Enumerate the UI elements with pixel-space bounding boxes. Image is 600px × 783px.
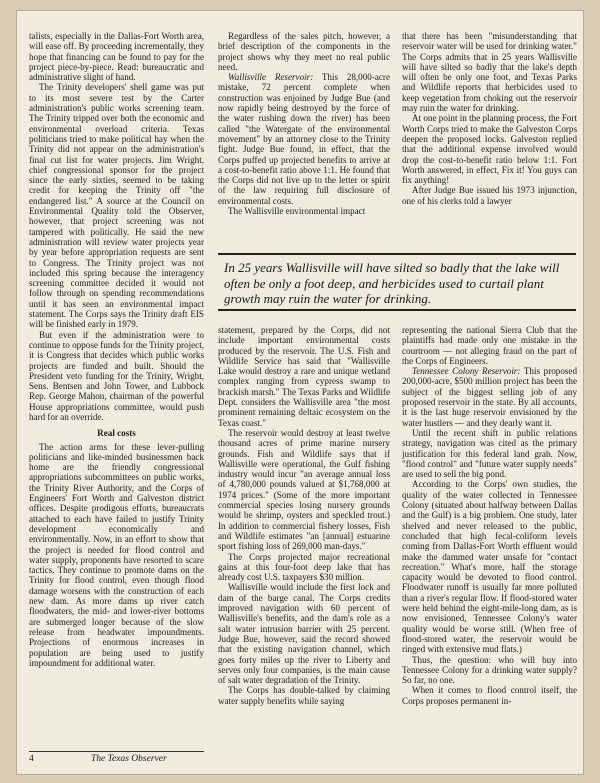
pull-quote: In 25 years Wallisville will have silted so badly that the lake will often be only a foot deep, and herbicides used to curtail plant growth may ruin the water for drinking. [218, 253, 576, 311]
subsection-lead: Wallisville Reservoir: [228, 72, 314, 83]
column-1 [29, 31, 204, 744]
col1-paragraph: talists, especially in the Dallas-Fort Worth area, will ease off. By proceeding incrementally, they hope that financing can be found to pay for the project piece-by-piece. Read: bureaucratic and administrative slight of hand. [29, 31, 204, 83]
col5-paragraph: According to the Corps' own studies, the quality of the water collected in Tennessee Colony (situated about halfway between Dallas and the Gulf) is a big problem. One study, later shelved and never released to the public, concluded that high fecal-coliform levels coming from Dallas-Fort Worth effluent would make the dammed water unsafe for "contact recreation." What's more, half the storage capacity would be devoted to flood control. Floodwater runoff is usually far more polluted than a river's regular flow. If flood-stored water were held behind the eight-mile-long dam, as is now envisioned, Tennessee Colony's water quality would be worse still. (When free of flood-stored water, the reservoir would be ringed with extensive mud flats.) [402, 479, 577, 655]
col3-paragraph: At one point in the planning process, the Fort Worth Corps tried to make the Galveston Corps deepen the proposed locks. Galveston replied that the additional expense involved would drop the cost-to-benefit ratio below 1:1. Fort Worth answered, in effect, Fix it! You guys can fix anything! [402, 113, 577, 186]
subsection-lead: Tennessee Colony Reservoir: [412, 366, 521, 377]
column-3 [402, 31, 577, 246]
col2-paragraph-text: This 28,000-acre mistake, 72 percent complete when construction was enjoined by Judge Bue (and now rapidly being destroyed by the force of the water rushing down the river) has been called "the Watergate of the environmental movement" by an attorney close to the Trinity fight. Judge Bue found, in effect, that the Corps puffed up projected benefits to arrive at a cost-to-benefit ratio above 1:1. He found that the Corps did not live up to the letter or spirit of the law requiring full disclosure of environmental costs. [218, 72, 390, 206]
col5-paragraph: Thus, the question: who will buy into Tennessee Colony for a drinking water supply? So far, no one. [402, 654, 577, 686]
col5-paragraph-text: This proposed 200,000-acre, $500 million project has been the subject of the biggest selling job of any proposed reservoir in the state. By all accounts, it is the last huge reservoir envisioned by the water hustlers — and they dearly want it. [402, 366, 577, 428]
col1-paragraph: The action arms for these lever-pulling politicians and like-minded businessmen back home are the friendly congressional appropriations subcommittees on public works, the Trinity River Authority, and the Corps of Engineers' Fort Worth and Galveston district offices. Despite prodigous efforts, bureaucrats attached to each have failed to justify Trinity development economically and environmentally. Now, in an effort to show that the project is needed for flood control and water supply, proponents have resorted to scare tactics. They continue to promote dams on the Trinity for flood control, even though flood damage worsens with the construction of each new dam. As more dams up river catch floodwaters, the mid- and lower-river bottoms are submerged longer because of the slow release from headwater impoundments. Projections of enormous increases in population are being used to justify impoundment for additional water. [29, 441, 204, 668]
col4-paragraph: The reservoir would destroy at least twelve thousand acres of prime marine nursery grounds. Fish and Wildlife says that if Wallisville were operational, the Gulf fishing industry would incur "an average annual loss of 4,780,000 pounds valued at $1,768,000 at 1974 prices." (Some of the more important commercial species losing nursery grounds would be shrimp, oysters and speckled trout.) In addition to commercial fishery losses, Fish and Wildlife estimates "an [annual] estuarine sport fishing loss of 269,000 man-days." [218, 427, 390, 552]
col2-paragraph: The Wallisville environmental impact [228, 206, 366, 217]
col4-paragraph: statement, prepared by the Corps, did not include important environmental costs produced by the reservoir. The U.S. Fish and Wildlife Service has said that "Wallisville Lake would destroy a rare and unique wetland complex ranging from cypress swamp to brackish marsh." The Texas Parks and Wildlife Dept. considers the Wallisville area "the most prominent remaining deltaic ecosystem on the Texas coast." [218, 325, 390, 428]
section-heading: Real costs [97, 428, 136, 439]
col5-paragraph: When it comes to flood control itself, the Corps proposes permanent in- [402, 685, 577, 706]
magazine-page [16, 10, 584, 775]
publication-name: The Texas Observer [91, 754, 167, 764]
column-4 [218, 325, 390, 775]
col4-paragraph: The Corps projected major recreational gains at this four-foot deep lake that has already cost U.S. taxpayers $30 million. [218, 551, 390, 583]
col5-paragraph [402, 366, 577, 428]
col5-paragraph: representing the national Sierra Club that the plaintiffs had made only one mistake in the courtroom — not alleging fraud on the part of the Corps of Engineers. [402, 325, 577, 366]
column-2 [218, 31, 390, 246]
col4-paragraph: Wallisville would include the first lock and dam of the barge canal. The Corps credits improved navigation with 60 percent of Wallisville's benefits, and the dam's role as a salt water intrusion barrier with 25 percent. Judge Bue, however, said the record showed that the existing navigation channel, which goes forty miles up the river to Liberty and serves only four companies, is the main cause of salt water degradation of the Trinity. [218, 582, 390, 686]
column-5 [402, 325, 577, 775]
col5-paragraph: Until the recent shift in public relations strategy, navigation was cited as the primary justification for this federal land grab. Now, "flood control" and "future water supply needs" are used to sell the big pond. [402, 427, 577, 480]
page-footer [29, 751, 204, 766]
col1-paragraph: But even if the administration were to continue to oppose funds for the Trinity project, it is Congress that decides which public works projects are funded and built. Should the President veto funding for the Trinity, Wright, Sens. Bentsen and John Tower, and Lubbock Rep. George Mahon, chairman of the powerful House appropriations committee, would push hard for an override. [29, 329, 204, 422]
col3-paragraph: After Judge Bue issued his 1973 injunction, one of his clerks told a lawyer [402, 185, 577, 206]
page-number: 4 [29, 754, 34, 764]
col1-paragraph: The Trinity developers' shell game was put to its most severe test by the Carter administration's public works screening team. The Trinity tripped over both the economic and environmental overload criteria. Texas politicians tried to make political hay when the Trinity did not appear on the administration's final cut list for water projects. Jim Wright, chief congressional sponsor for the project since the early sixties, seemed to be taking credit for keeping the Trinity off "the endangered list." A source at the Council on Environmental Quality told the Observer, however, that project screening was not tampered with politically. He said the new administration will review water projects year by year before appropriation requests are sent to Congress. The Trinity project was not included this spring because the interagency screening committee decided it would not follow through on spending recommendations until it has seen an environmental impact statement. The Corps says the Trinity draft EIS will be finished early in 1979. [29, 82, 204, 330]
col3-paragraph: that there has been "misunderstanding that reservoir water will be used for drinking water." The Corps admits that in 25 years Wallisville will have silted so badly that the lake's depth will often be only one foot, and Texas Parks and Wildlife reports that herbicides used to keep vegetation from choking out the reservoir may ruin the water for drinking. [402, 31, 577, 114]
col4-paragraph: The Corps has double-talked by claiming water supply benefits while saying [218, 685, 390, 706]
col2-paragraph [218, 72, 390, 206]
col2-paragraph: Regardless of the sales pitch, however, a brief description of the components in the project shows why they meet no real public need. [218, 31, 390, 72]
